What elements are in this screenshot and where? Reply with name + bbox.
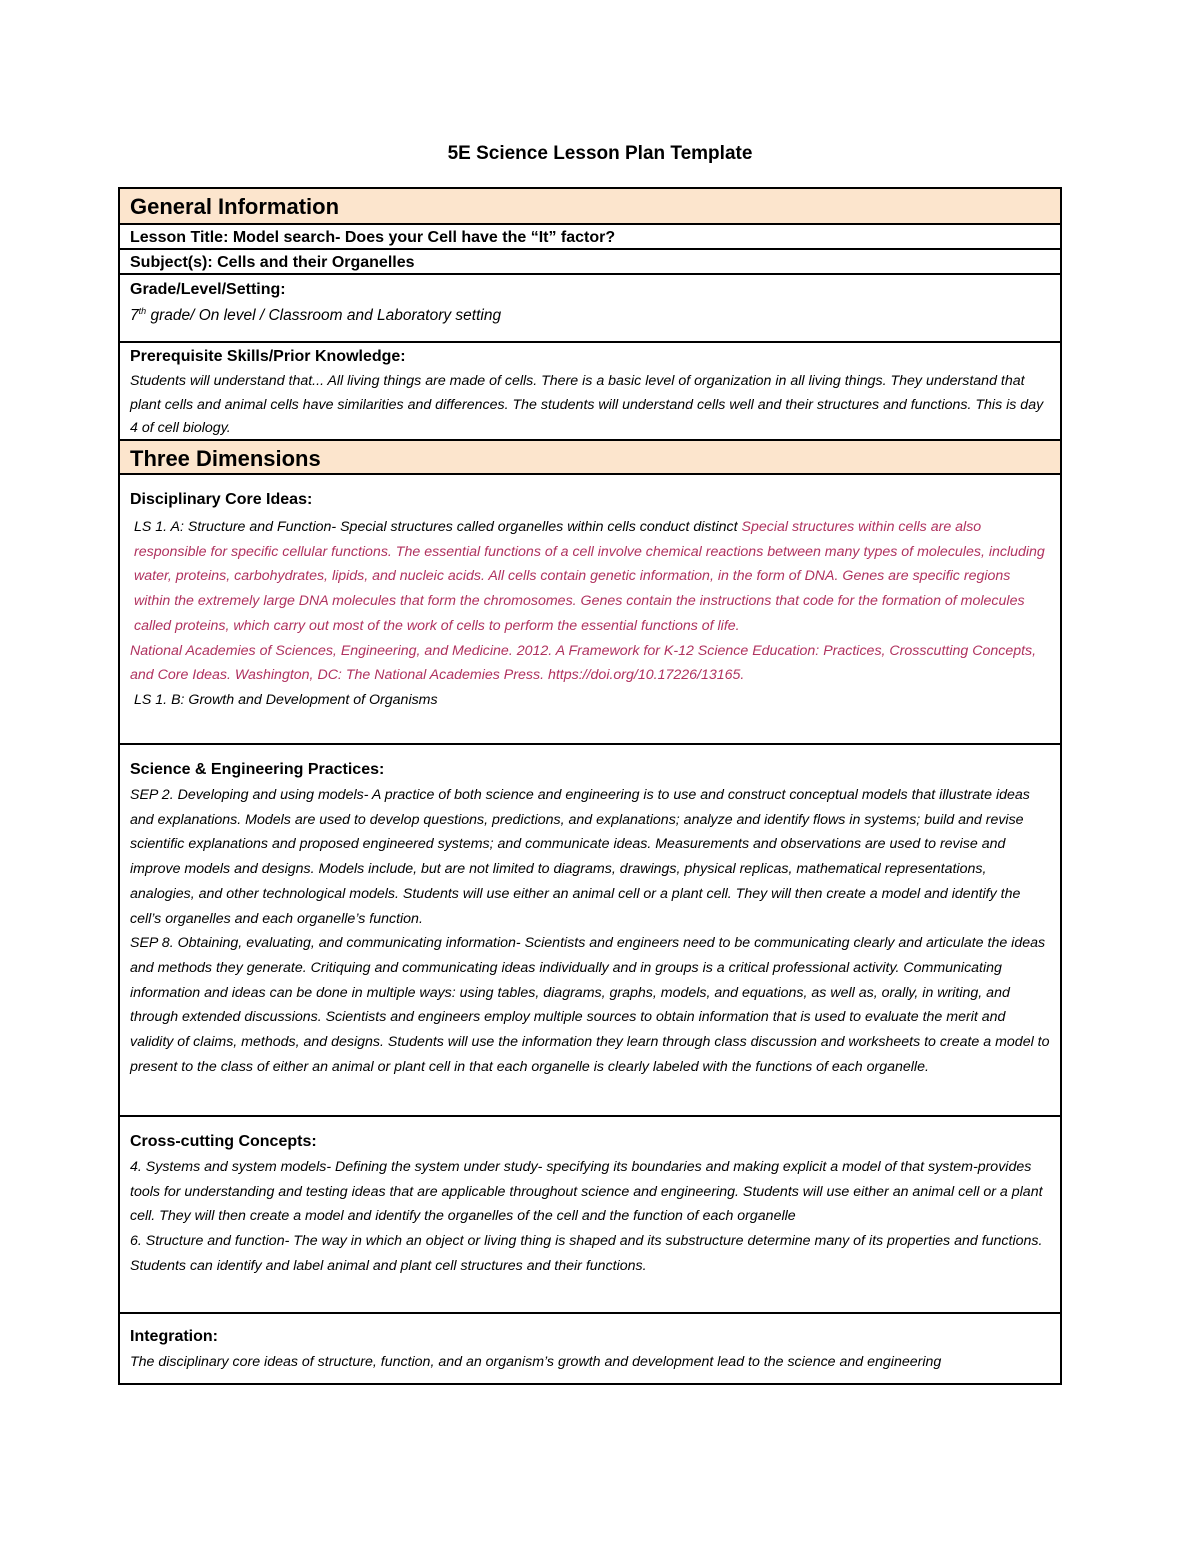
dci-ls1a-pink: Special structures within cells are also responsible for specific cellular functions. The essential functions of a cell involve chemical reactions between many types of molecules, including water, proteins, carbohydrates, lipids, and nucleic acids. All cells contain genetic information, in the form of DNA. Genes are specific regions within the extremely large DNA molecules that form the chromosomes. Genes contain the instructions that code for the formation of molecules called proteins, which carry out most of the work of cells to perform the essential functions of life. (134, 519, 1045, 634)
grade-setting: grade/ On level / Classroom and Laboratory setting (146, 307, 502, 325)
lesson-title-row: Lesson Title: Model search- Does your Cell have the “It” factor? (120, 223, 1060, 248)
integration-label: Integration: (130, 1328, 218, 1345)
ccc-row (120, 1115, 1060, 1312)
dci-row (120, 473, 1060, 743)
grade-number: 7 (130, 307, 139, 325)
dci-citation: National Academies of Sciences, Engineering, and Medicine. 2012. A Framework for K-12 Science Education: Practices, Crosscutting Concepts, and Core Ideas. Washington, DC: The National Academies Press. https://doi.org/10.17226/13165. (130, 642, 1037, 684)
prerequisite-row (120, 341, 1060, 439)
grade-level-label: Grade/Level/Setting: (130, 281, 286, 298)
page-title: 5E Science Lesson Plan Template (447, 143, 753, 164)
sep-label: Science & Engineering Practices: (130, 761, 385, 778)
lesson-plan-table (118, 187, 1062, 1385)
prerequisite-label: Prerequisite Skills/Prior Knowledge: (130, 348, 406, 365)
section-header-dimensions: Three Dimensions (120, 439, 1060, 473)
grade-level-row (120, 273, 1060, 341)
integration-row (120, 1312, 1060, 1383)
sep-8-text: SEP 8. Obtaining, evaluating, and communicating information- Scientists and engineers need to be communicating clearly and articulate the ideas and methods they generate. Critiquing and communicating ideas individually and in groups is a critical professional activity. Communicating information and ideas can be done in multiple ways: using tables, diagrams, graphs, models, and equations, as well as, orally, in writing, and through extended discussions. Scientists and engineers employ multiple sources to obtain information that is used to evaluate the merit and validity of claims, methods, and designs. Students will use the information they learn through class discussion and worksheets to create a model to present to the class of either an animal or plant cell in that each organelle is clearly labeled with the functions of each organelle. (130, 935, 1050, 1075)
dci-ls1a-black: LS 1. A: Structure and Function- Special structures called organelles within cells conduct distinct (134, 519, 742, 535)
sep-2-text: SEP 2. Developing and using models- A practice of both science and engineering is to use and construct conceptual models that illustrate ideas and explanations. Models are used to develop questions, predictions, and explanations; analyze and identify flows in systems; build and revise scientific explanations and proposed engineered systems; and communicate ideas. Measurements and observations are used to revise and improve models and designs. Models include, but are not limited to diagrams, drawings, physical replicas, mathematical representations, analogies, and other technological models. Students will use either an animal cell or a plant cell. They will then create a model and identify the cell’s organelles and each organelle’s function. (130, 787, 1030, 927)
integration-text: The disciplinary core ideas of structure, function, and an organism’s growth and development lead to the science and engineering (130, 1354, 942, 1370)
dci-ls1a-text (130, 515, 1050, 639)
sep-row (120, 743, 1060, 1115)
dci-label: Disciplinary Core Ideas: (130, 491, 313, 508)
section-header-general: General Information (120, 189, 1060, 223)
grade-level-value (130, 301, 1050, 326)
ccc-6-text: 6. Structure and function- The way in which an object or living thing is shaped and its substructure determine many of its properties and functions. Students can identify and label animal and plant cell structures and their functions. (130, 1233, 1043, 1274)
ccc-label: Cross-cutting Concepts: (130, 1133, 317, 1150)
grade-suffix: th (138, 306, 147, 316)
dci-ls1b-text: LS 1. B: Growth and Development of Organisms (134, 691, 438, 708)
ccc-4-text: 4. Systems and system models- Defining the system under study- specifying its boundaries and making explicit a model of that system-provides tools for understanding and testing ideas that are applicable throughout science and engineering. Students will use either an animal cell or a plant cell. They will then create a model and identify the organelles of the cell and the function of each organelle (130, 1159, 1043, 1225)
subject-row: Subject(s): Cells and their Organelles (120, 248, 1060, 273)
prerequisite-text: Students will understand that... All living things are made of cells. There is a basic level of organization in all living things. They understand that plant cells and animal cells have similarities and differences. The students will understand cells well and their structures and functions. This is day 4 of cell biology. (130, 373, 1044, 436)
